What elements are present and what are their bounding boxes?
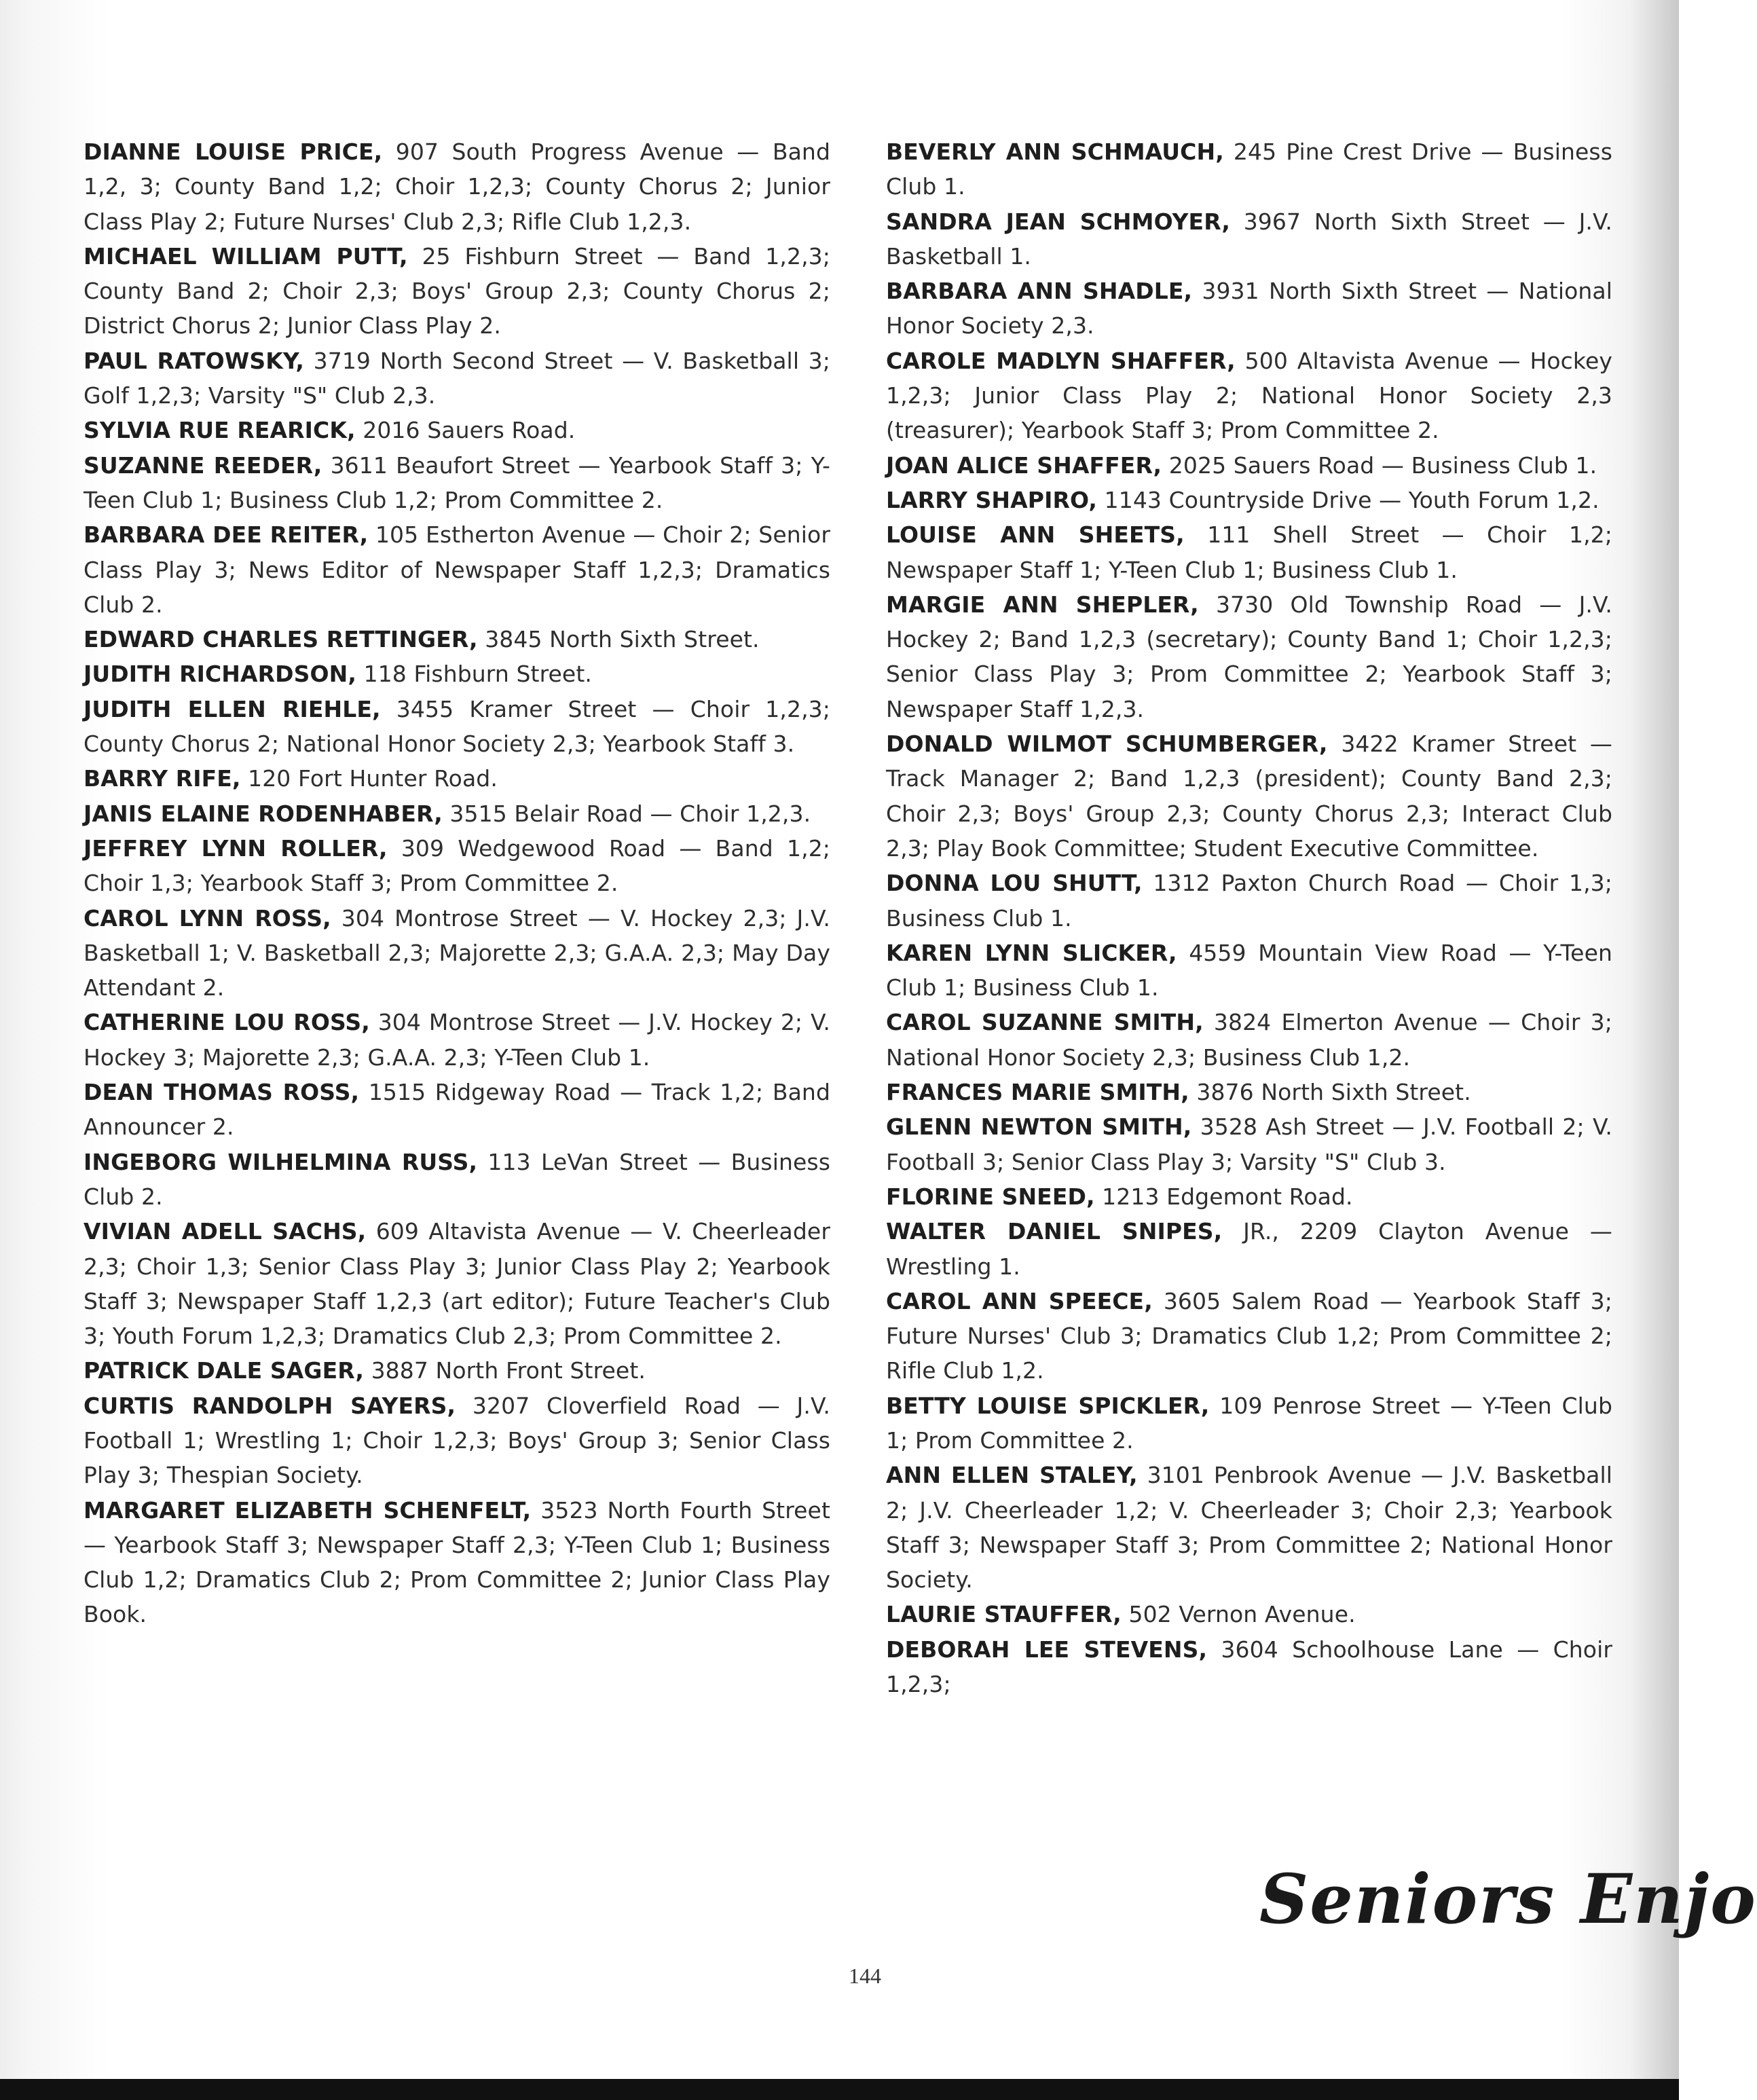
senior-details: JR., 2209 Clayton Avenue — Wrestling 1. <box>886 1218 1612 1280</box>
senior-name: CAROL ANN SPEECE, <box>886 1287 1153 1314</box>
senior-entry <box>84 1388 830 1493</box>
senior-details: 3931 North Sixth Street — National Honor Society 2,3. <box>886 278 1612 339</box>
senior-details: 111 Shell Street — Choir 1,2; Newspaper Staff 1; Y-Teen Club 1; Business Club 1. <box>886 521 1612 583</box>
senior-entry <box>84 448 830 518</box>
senior-entry <box>84 239 830 344</box>
senior-entry <box>886 1109 1612 1179</box>
senior-details: 3515 Belair Road — Choir 1,2,3. <box>442 800 811 827</box>
senior-entry <box>886 1214 1612 1284</box>
senior-name: MARGARET ELIZABETH SCHENFELT, <box>84 1496 532 1524</box>
page-number: 144 <box>849 1964 881 1988</box>
senior-entry <box>886 1075 1612 1109</box>
senior-entry <box>84 796 830 831</box>
senior-details: 3611 Beaufort Street — Yearbook Staff 3; Y-Teen Club 1; Business Club 1,2; Prom Committee 2. <box>84 452 830 513</box>
bottom-edge-bar <box>0 2079 1679 2100</box>
senior-name: BARBARA DEE REITER, <box>84 521 369 549</box>
senior-entry <box>84 1353 830 1388</box>
senior-entry <box>886 587 1612 726</box>
senior-details: 3876 North Sixth Street. <box>1189 1079 1471 1106</box>
senior-entry <box>84 1493 830 1632</box>
senior-details: 118 Fishburn Street. <box>356 661 592 688</box>
senior-name: ANN ELLEN STALEY, <box>886 1462 1138 1489</box>
senior-details: 4559 Mountain View Road — Y-Teen Club 1; Business Club 1. <box>886 939 1612 1001</box>
senior-name: PATRICK DALE SAGER, <box>84 1357 364 1384</box>
senior-details: 120 Fort Hunter Road. <box>240 765 498 792</box>
senior-details: 500 Altavista Avenue — Hockey 1,2,3; Junior Class Play 2; National Honor Society 2,3 (treasurer); Yearbook Staff 3; Prom Committee 2. <box>886 347 1612 444</box>
senior-entry <box>84 901 830 1006</box>
senior-entry <box>886 1597 1612 1632</box>
senior-name: DONALD WILMOT SCHUMBERGER, <box>886 731 1328 758</box>
senior-name: SYLVIA RUE REARICK, <box>84 417 356 444</box>
senior-name: LARRY SHAPIRO, <box>886 486 1098 513</box>
senior-entry <box>886 936 1612 1006</box>
senior-details: 1143 Countryside Drive — Youth Forum 1,2. <box>1097 486 1599 513</box>
senior-entry <box>84 134 830 239</box>
senior-entry <box>84 517 830 622</box>
senior-details: 3887 North Front Street. <box>364 1357 646 1384</box>
senior-name: MICHAEL WILLIAM PUTT, <box>84 242 408 270</box>
senior-name: FRANCES MARIE SMITH, <box>886 1079 1189 1106</box>
senior-entry <box>886 1179 1612 1214</box>
senior-name: KAREN LYNN SLICKER, <box>886 939 1177 966</box>
senior-details: 105 Estherton Avenue — Choir 2; Senior Class Play 3; News Editor of Newspaper Staff 1,2,3; Dramatics Club 2. <box>84 521 830 618</box>
senior-name: VIVIAN ADELL SACHS, <box>84 1218 367 1245</box>
senior-name: INGEBORG WILHELMINA RUSS, <box>84 1148 478 1175</box>
senior-name: WALTER DANIEL SNIPES, <box>886 1218 1223 1245</box>
senior-entry <box>886 448 1612 483</box>
senior-details: 3967 North Sixth Street — J.V. Basketball 1. <box>886 208 1613 270</box>
senior-details: 3523 North Fourth Street — Yearbook Staff 3; Newspaper Staff 2,3; Y-Teen Club 1; Business Club 1,2; Dramatics Club 2; Prom Committee 2; Junior Class Play Book. <box>84 1496 831 1628</box>
senior-details: 309 Wedgewood Road — Band 1,2; Choir 1,3; Yearbook Staff 3; Prom Committee 2. <box>84 834 831 897</box>
senior-details: 3528 Ash Street — J.V. Football 2; V. Football 3; Senior Class Play 3; Varsity "S" Club 3. <box>886 1113 1612 1175</box>
senior-entry <box>84 1145 830 1215</box>
senior-name: JEFFREY LYNN ROLLER, <box>84 834 388 862</box>
senior-entry <box>84 692 830 762</box>
senior-name: CURTIS RANDOLPH SAYERS, <box>84 1392 456 1419</box>
senior-name: JANIS ELAINE RODENHABER, <box>84 800 443 827</box>
senior-entry <box>886 1388 1612 1458</box>
senior-details: 304 Montrose Street — V. Hockey 2,3; J.V. Basketball 1; V. Basketball 2,3; Majorette 2,3; G.A.A. 2,3; May Day Attendant 2. <box>84 904 830 1001</box>
senior-name: CATHERINE LOU ROSS, <box>84 1009 370 1036</box>
senior-name: EDWARD CHARLES RETTINGER, <box>84 626 478 653</box>
senior-details: 3824 Elmerton Avenue — Choir 3; National Honor Society 2,3; Business Club 1,2. <box>886 1009 1612 1071</box>
senior-details: 3455 Kramer Street — Choir 1,2,3; County Chorus 2; National Honor Society 2,3; Yearbook Staff 3. <box>84 695 830 758</box>
left-column <box>84 134 830 1632</box>
senior-details: 3730 Old Township Road — J.V. Hockey 2; Band 1,2,3 (secretary); County Band 1; Choir 1,2,3; Senior Class Play 3; Prom Committee 2; Yearbook Staff 3; Newspaper Staff 1,2,3. <box>886 591 1612 722</box>
senior-details: 3605 Salem Road — Yearbook Staff 3; Future Nurses' Club 3; Dramatics Club 1,2; Prom Committee 2; Rifle Club 1,2. <box>886 1287 1612 1384</box>
senior-name: MARGIE ANN SHEPLER, <box>886 591 1199 618</box>
senior-details: 2025 Sauers Road — Business Club 1. <box>1162 452 1597 479</box>
senior-name: DEBORAH LEE STEVENS, <box>886 1636 1208 1663</box>
senior-name: CAROLE MADLYN SHAFFER, <box>886 347 1236 374</box>
senior-details: 907 South Progress Avenue — Band 1,2, 3; County Band 1,2; Choir 1,2,3; County Chorus 2; Junior Class Play 2; Future Nurses' Club 2,3; Rifle Club 1,2,3. <box>84 139 830 235</box>
senior-details: 113 LeVan Street — Business Club 2. <box>84 1148 830 1210</box>
senior-name: CAROL LYNN ROSS, <box>84 904 331 932</box>
senior-details: 2016 Sauers Road. <box>355 417 576 444</box>
senior-entry <box>886 274 1612 344</box>
senior-name: JOAN ALICE SHAFFER, <box>886 452 1162 479</box>
senior-name: SUZANNE REEDER, <box>84 452 322 479</box>
senior-name: DEAN THOMAS ROSS, <box>84 1079 360 1106</box>
senior-entry <box>84 761 830 796</box>
senior-details: 609 Altavista Avenue — V. Cheerleader 2,3; Choir 1,3; Senior Class Play 3; Junior Class Play 2; Yearbook Staff 3; Newspaper Staff 1,2,3 (art editor); Future Teacher's Club 3; Youth Forum 1,2,3; Dramatics Club 2,3; Prom Committee 2. <box>84 1218 830 1350</box>
senior-entry <box>84 413 830 447</box>
senior-details: 1312 Paxton Church Road — Choir 1,3; Business Club 1. <box>886 870 1612 932</box>
senior-entry <box>84 1005 830 1075</box>
senior-entry <box>84 657 830 691</box>
senior-entry <box>84 344 830 413</box>
senior-details: 109 Penrose Street — Y-Teen Club 1; Prom Committee 2. <box>886 1392 1612 1454</box>
senior-entry <box>886 1284 1612 1388</box>
senior-details: 1515 Ridgeway Road — Track 1,2; Band Announcer 2. <box>84 1079 830 1141</box>
senior-details: 1213 Edgemont Road. <box>1094 1183 1353 1210</box>
senior-name: JUDITH ELLEN RIEHLE, <box>84 695 381 722</box>
senior-details: 3845 North Sixth Street. <box>477 626 760 653</box>
senior-details: 502 Vernon Avenue. <box>1121 1601 1356 1628</box>
senior-entry <box>886 134 1612 204</box>
senior-name: JUDITH RICHARDSON, <box>84 661 357 688</box>
senior-entry <box>886 866 1612 936</box>
section-heading: Seniors Enjo <box>1259 1859 1757 1939</box>
senior-details: 3422 Kramer Street — Track Manager 2; Band 1,2,3 (president); County Band 2,3; Choir 2,3; Boys' Group 2,3; County Chorus 2,3; Interact Club 2,3; Play Book Committee; Student Executive Committee. <box>886 731 1612 862</box>
senior-name: SANDRA JEAN SCHMOYER, <box>886 208 1230 235</box>
senior-entry <box>886 1632 1612 1702</box>
senior-name: BARBARA ANN SHADLE, <box>886 278 1193 305</box>
senior-entry <box>84 622 830 657</box>
senior-name: LAURIE STAUFFER, <box>886 1601 1122 1628</box>
senior-name: DIANNE LOUISE PRICE, <box>84 139 383 165</box>
senior-details: 3719 North Second Street — V. Basketball 3; Golf 1,2,3; Varsity "S" Club 2,3. <box>84 347 830 409</box>
senior-name: CAROL SUZANNE SMITH, <box>886 1009 1204 1036</box>
senior-entry <box>84 831 830 901</box>
senior-entry <box>886 204 1612 274</box>
senior-details: 3207 Cloverfield Road — J.V. Football 1; Wrestling 1; Choir 1,2,3; Boys' Group 3; Senior Class Play 3; Thespian Society. <box>84 1392 830 1489</box>
right-column <box>886 134 1612 1701</box>
senior-details: 3604 Schoolhouse Lane — Choir 1,2,3; <box>886 1636 1613 1698</box>
senior-name: PAUL RATOWSKY, <box>84 347 305 374</box>
senior-name: LOUISE ANN SHEETS, <box>886 521 1185 549</box>
senior-name: BARRY RIFE, <box>84 765 241 792</box>
senior-name: BEVERLY ANN SCHMAUCH, <box>886 139 1224 165</box>
senior-details: 304 Montrose Street — J.V. Hockey 2; V. Hockey 3; Majorette 2,3; G.A.A. 2,3; Y-Teen Club 1. <box>84 1009 830 1071</box>
senior-entry <box>886 726 1612 866</box>
senior-name: DONNA LOU SHUTT, <box>886 870 1143 897</box>
senior-entry <box>886 517 1612 587</box>
senior-entry <box>84 1075 830 1145</box>
senior-entry <box>886 344 1612 448</box>
senior-entry <box>886 483 1612 517</box>
senior-entry <box>84 1214 830 1353</box>
senior-details: 25 Fishburn Street — Band 1,2,3; County Band 2; Choir 2,3; Boys' Group 2,3; County Chorus 2; District Chorus 2; Junior Class Play 2. <box>84 242 830 339</box>
senior-details: 245 Pine Crest Drive — Business Club 1. <box>886 139 1612 200</box>
senior-name: FLORINE SNEED, <box>886 1183 1095 1210</box>
senior-details: 3101 Penbrook Avenue — J.V. Basketball 2; J.V. Cheerleader 1,2; V. Cheerleader 3; Choir 2,3; Yearbook Staff 3; Newspaper Staff 3; Prom Committee 2; National Honor Society. <box>886 1462 1612 1594</box>
senior-name: GLENN NEWTON SMITH, <box>886 1113 1192 1141</box>
senior-name: BETTY LOUISE SPICKLER, <box>886 1392 1210 1419</box>
senior-entry <box>886 1458 1612 1597</box>
senior-entry <box>886 1005 1612 1075</box>
